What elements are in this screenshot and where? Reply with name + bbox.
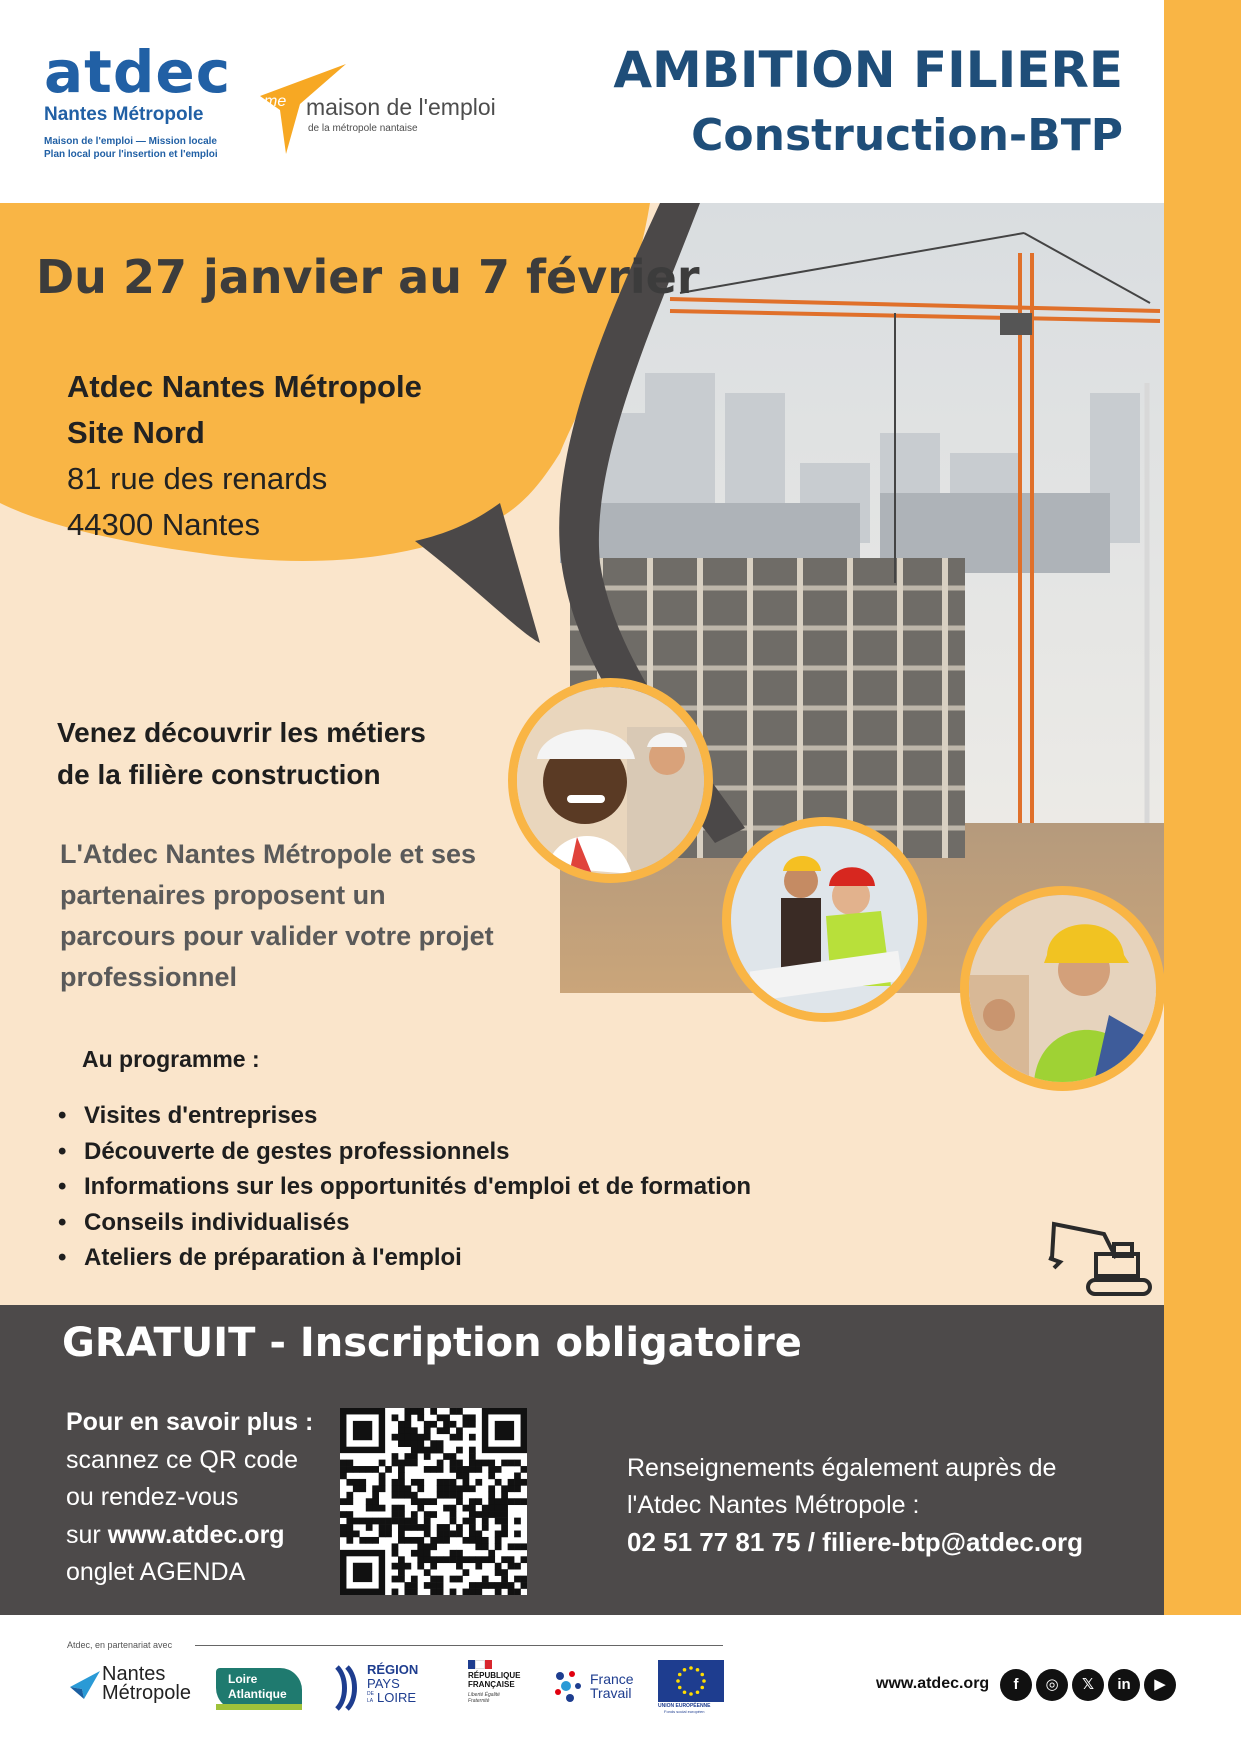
more-line-2: scannez ce QR code	[66, 1445, 299, 1474]
intro-line-1: L'Atdec Nantes Métropole et ses	[60, 839, 477, 869]
atdec-logo-subtitle: Nantes Métropole	[44, 104, 204, 125]
x-icon[interactable]: 𝕏	[1072, 1669, 1104, 1701]
qr-code[interactable]	[340, 1408, 527, 1595]
address-org: Atdec Nantes Métropole	[67, 369, 422, 404]
maison-emploi-badge: me	[264, 93, 287, 110]
france-travail-mark	[552, 1668, 584, 1704]
cta-headline: GRATUIT - Inscription obligatoire	[62, 1320, 802, 1366]
france-travail-line-1: France	[590, 1671, 634, 1687]
discover-line-2: de la filière construction	[57, 759, 381, 790]
instagram-icon[interactable]: ◎	[1036, 1669, 1068, 1701]
france-travail-line-2: Travail	[590, 1685, 632, 1701]
intro-line-3: parcours pour valider votre projet	[60, 921, 494, 951]
address-street: 81 rue des renards	[67, 461, 328, 496]
worker-photo-3	[960, 886, 1164, 1091]
program-item-text: Visites d'entreprises	[84, 1102, 318, 1129]
eu-stars-icon	[658, 1660, 724, 1702]
more-info	[66, 1404, 313, 1592]
region-line-2: PAYS	[367, 1676, 400, 1691]
intro-text	[60, 834, 494, 998]
union-europeenne-logo	[658, 1660, 724, 1716]
republique-line-1: RÉPUBLIQUE	[468, 1671, 521, 1680]
atdec-logo-tagline-1: Maison de l'emploi — Mission locale	[44, 136, 217, 147]
nantes-metropole-line-2: Métropole	[102, 1682, 191, 1704]
list-item: • Découverte de gestes professionnels	[58, 1137, 510, 1165]
program-list	[58, 1098, 751, 1276]
website-link[interactable]: www.atdec.org	[107, 1520, 285, 1549]
discover-heading	[57, 712, 426, 796]
discover-line-1: Venez découvrir les métiers	[57, 717, 426, 748]
list-item: • Ateliers de préparation à l'emploi	[58, 1244, 462, 1271]
program-item-text: Informations sur les opportunités d'emploi et de formation	[84, 1173, 752, 1200]
intro-line-4: professionnel	[60, 962, 238, 992]
nantes-metropole-logo	[68, 1665, 208, 1709]
more-label: Pour en savoir plus :	[66, 1408, 314, 1436]
address-city: 44300 Nantes	[67, 507, 261, 542]
contact-phone-email[interactable]: 02 51 77 81 75 / filiere-btp@atdec.org	[627, 1527, 1083, 1557]
more-line-4	[66, 1517, 313, 1555]
loire-atlantique-line-2: Atlantique	[228, 1687, 287, 1701]
title-line-2: Construction-BTP	[691, 110, 1123, 161]
atdec-logo-tagline-2: Plan local pour l'insertion et l'emploi	[44, 149, 218, 160]
loire-atlantique-stripe	[216, 1704, 302, 1710]
event-address	[67, 364, 422, 548]
republique-francaise-logo	[468, 1660, 528, 1716]
list-item: • Informations sur les opportunités d'emploi et de formation	[58, 1173, 752, 1200]
region-pays-de-la-loire-logo	[333, 1663, 428, 1713]
loire-atlantique-logo	[216, 1668, 302, 1710]
facebook-icon[interactable]: f	[1000, 1669, 1032, 1701]
region-line-1: RÉGION	[367, 1662, 419, 1677]
republique-line-2: FRANÇAISE	[468, 1680, 515, 1689]
contact-line-1: Renseignements également auprès de	[627, 1454, 1057, 1482]
worker-photo-2	[722, 817, 927, 1022]
address-site: Site Nord	[67, 415, 205, 450]
contact-info	[627, 1450, 1083, 1561]
divider	[195, 1645, 723, 1646]
nantes-metropole-line-1: Nantes	[102, 1663, 166, 1685]
eu-line-2: Fonds social européen	[664, 1709, 705, 1714]
page-title	[613, 42, 1123, 166]
list-item: • Conseils individualisés	[58, 1208, 350, 1236]
program-title: Au programme :	[82, 1046, 260, 1072]
qr-code-icon	[340, 1408, 527, 1595]
region-line-3: LOIRE	[377, 1690, 417, 1705]
eu-flag-icon	[658, 1660, 724, 1702]
excavator-icon	[1044, 1218, 1154, 1298]
eu-line-1: UNION EUROPÉENNE	[658, 1703, 711, 1709]
decorative-stripe	[1164, 0, 1241, 1615]
more-url-prefix: sur	[66, 1520, 108, 1549]
more-line-3: ou rendez-vous	[66, 1483, 239, 1511]
footer-website-link[interactable]: www.atdec.org	[876, 1675, 990, 1692]
contact-line-2: l'Atdec Nantes Métropole :	[627, 1491, 920, 1519]
maison-emploi-subtitle: de la métropole nantaise	[308, 123, 418, 134]
worker-photo-1	[508, 678, 713, 883]
title-line-1: AMBITION FILIERE	[613, 41, 1123, 99]
france-travail-logo	[552, 1668, 637, 1708]
nantes-metropole-mark	[68, 1669, 102, 1703]
event-dates: Du 27 janvier au 7 février	[36, 250, 700, 304]
loire-atlantique-line-1: Loire	[228, 1672, 258, 1686]
program-item-text: Conseils individualisés	[84, 1208, 350, 1236]
region-mark	[333, 1665, 363, 1711]
program-item-text: Découverte de gestes professionnels	[84, 1137, 510, 1165]
republique-motto: Liberté Égalité Fraternité	[468, 1692, 500, 1704]
linkedin-icon[interactable]: in	[1108, 1669, 1140, 1701]
maison-emploi-title: maison de l'emploi	[306, 94, 496, 120]
list-item: • Visites d'entreprises	[58, 1102, 318, 1129]
partner-label: Atdec, en partenariat avec	[67, 1640, 173, 1650]
region-de-la: DE LA	[367, 1691, 374, 1704]
program-item-text: Ateliers de préparation à l'emploi	[84, 1244, 462, 1271]
atdec-logo	[44, 38, 234, 161]
atdec-logo-name: atdec	[44, 38, 232, 106]
more-line-5: onglet AGENDA	[66, 1558, 246, 1586]
youtube-icon[interactable]: ▶	[1144, 1669, 1176, 1701]
maison-emploi-logo	[258, 64, 518, 154]
intro-line-2: partenaires proposent un	[60, 880, 386, 910]
french-flag-icon	[468, 1660, 492, 1669]
